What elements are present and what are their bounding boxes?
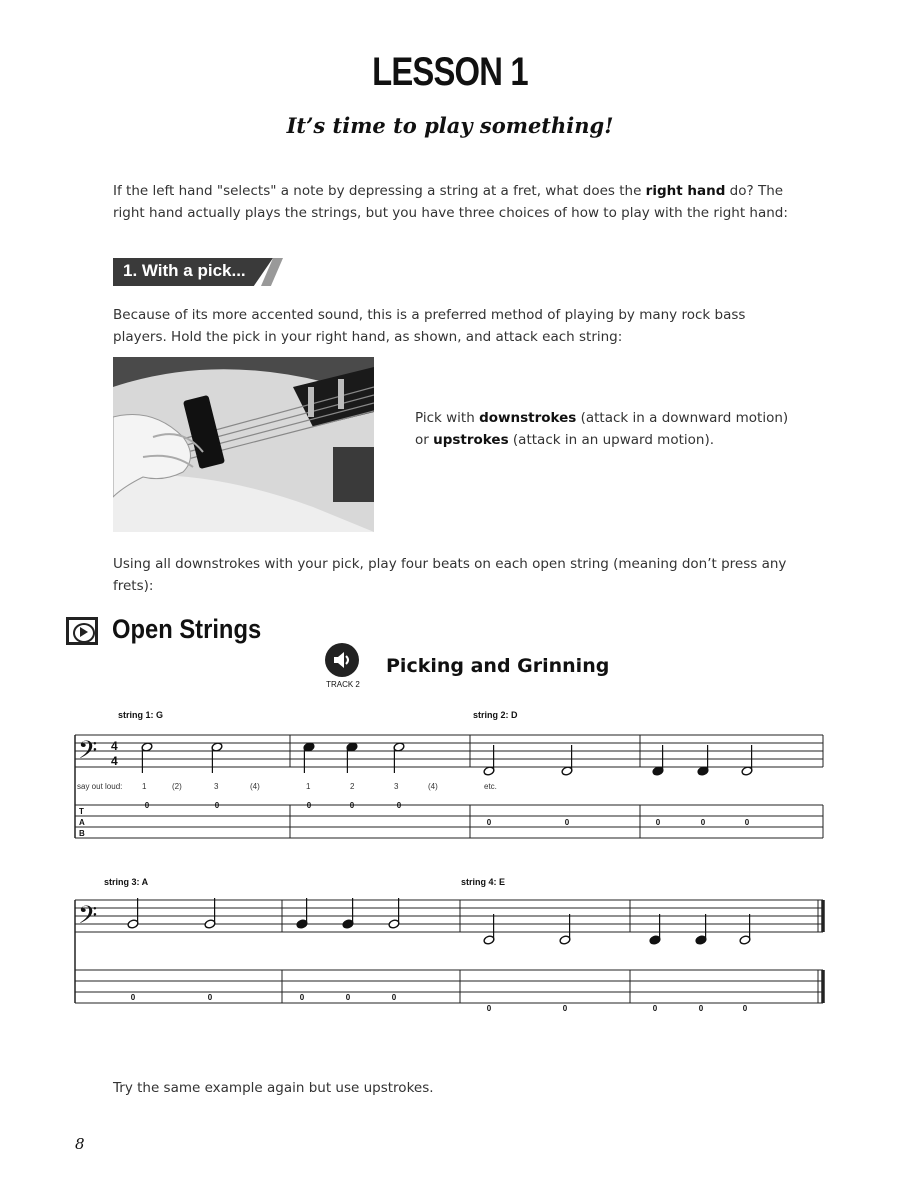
half-note [204, 898, 216, 929]
quarter-note [303, 742, 315, 773]
time-signature-top: 4 [111, 739, 118, 753]
half-note [393, 742, 405, 773]
tab-fret-number: 0 [144, 801, 150, 810]
caption-text-2: (attack in a downward motion) or [415, 410, 789, 448]
pick-paragraph: Because of its more accented sound, this is a preferred method of playing by many rock bass players. Hold the pick in your right hand, as shown, and attack each string: [113, 307, 746, 345]
caption-bold-upstrokes: upstrokes [433, 432, 509, 448]
string-label: string 3: A [104, 877, 149, 887]
tab-fret-number: 0 [564, 818, 570, 827]
tab-fret-number: 0 [700, 818, 706, 827]
tab-fret-number: 0 [214, 801, 220, 810]
quarter-note [697, 745, 709, 776]
half-note [483, 745, 495, 776]
try-paragraph: Try the same example again but use upstrokes. [113, 1080, 434, 1096]
tab-fret-number: 0 [349, 801, 355, 810]
half-note [127, 898, 139, 929]
tab-fret-number: 0 [130, 993, 136, 1002]
count: 1 [306, 782, 311, 791]
bass-clef-icon: 𝄢 [78, 736, 98, 771]
string-label: string 2: D [473, 710, 518, 720]
count: (4) [428, 782, 438, 791]
intro-bold-right-hand: right hand [645, 183, 726, 199]
count: etc. [484, 782, 497, 791]
intro-text-2: do? The right hand actually plays the strings, but you have three choices of how to play with the right hand: [113, 183, 788, 221]
count: 1 [142, 782, 147, 791]
system-1 [75, 735, 823, 838]
bass-clef-icon: 𝄢 [78, 901, 98, 936]
half-note [388, 898, 400, 929]
quarter-note [296, 898, 308, 929]
lesson-title: LESSON 1 [372, 50, 528, 94]
track-label: TRACK 2 [326, 680, 360, 689]
quarter-note [346, 742, 358, 773]
count: (2) [172, 782, 182, 791]
tab-fret-number: 0 [299, 993, 305, 1002]
tab-fret-number: 0 [396, 801, 402, 810]
half-note [561, 745, 573, 776]
caption-text-1: Pick with [415, 410, 480, 426]
song-title: Picking and Grinning [386, 655, 610, 677]
say-out-loud-label: say out loud: [77, 782, 123, 791]
string-label: string 1: G [118, 710, 164, 720]
quarter-note [695, 914, 707, 945]
tab-fret-number: 0 [742, 1004, 748, 1013]
open-strings-paragraph: Using all downstrokes with your pick, play four beats on each open string (meaning don’t press any frets): [113, 556, 787, 594]
tab-fret-number: 0 [486, 818, 492, 827]
half-note [739, 914, 751, 945]
count: 2 [350, 782, 355, 791]
tab-letter-b: B [79, 829, 85, 838]
tab-fret-number: 0 [306, 801, 312, 810]
tab-fret-number: 0 [744, 818, 750, 827]
intro-text-1: If the left hand "selects" a note by depressing a string at a fret, what does the [113, 183, 646, 199]
tab-fret-number: 0 [345, 993, 351, 1002]
tab-fret-number: 0 [562, 1004, 568, 1013]
system-2 [75, 900, 823, 1003]
half-note [741, 745, 753, 776]
caption-text-3: (attack in an upward motion). [508, 432, 715, 448]
quarter-note [342, 898, 354, 929]
caption-bold-downstrokes: downstrokes [479, 410, 577, 426]
string-label: string 4: E [461, 877, 506, 887]
half-note [559, 914, 571, 945]
tab-fret-number: 0 [698, 1004, 704, 1013]
section-heading: 1. With a pick... [123, 261, 246, 280]
tab-letter-a: A [79, 818, 85, 827]
example-title: Open Strings [112, 614, 262, 644]
half-note [483, 914, 495, 945]
half-note [211, 742, 223, 773]
count: 3 [214, 782, 219, 791]
page-number: 8 [75, 1135, 85, 1153]
tab-fret-number: 0 [486, 1004, 492, 1013]
tab-fret-number: 0 [655, 818, 661, 827]
quarter-note [652, 745, 664, 776]
lesson-subtitle: It’s time to play something! [286, 113, 614, 138]
quarter-note [649, 914, 661, 945]
half-note [141, 742, 153, 773]
tab-fret-number: 0 [391, 993, 397, 1002]
time-signature-bottom: 4 [111, 754, 118, 768]
tab-fret-number: 0 [207, 993, 213, 1002]
tab-fret-number: 0 [652, 1004, 658, 1013]
count: 3 [394, 782, 399, 791]
tab-letter-t: T [79, 807, 84, 816]
notes [127, 742, 753, 945]
count: (4) [250, 782, 260, 791]
